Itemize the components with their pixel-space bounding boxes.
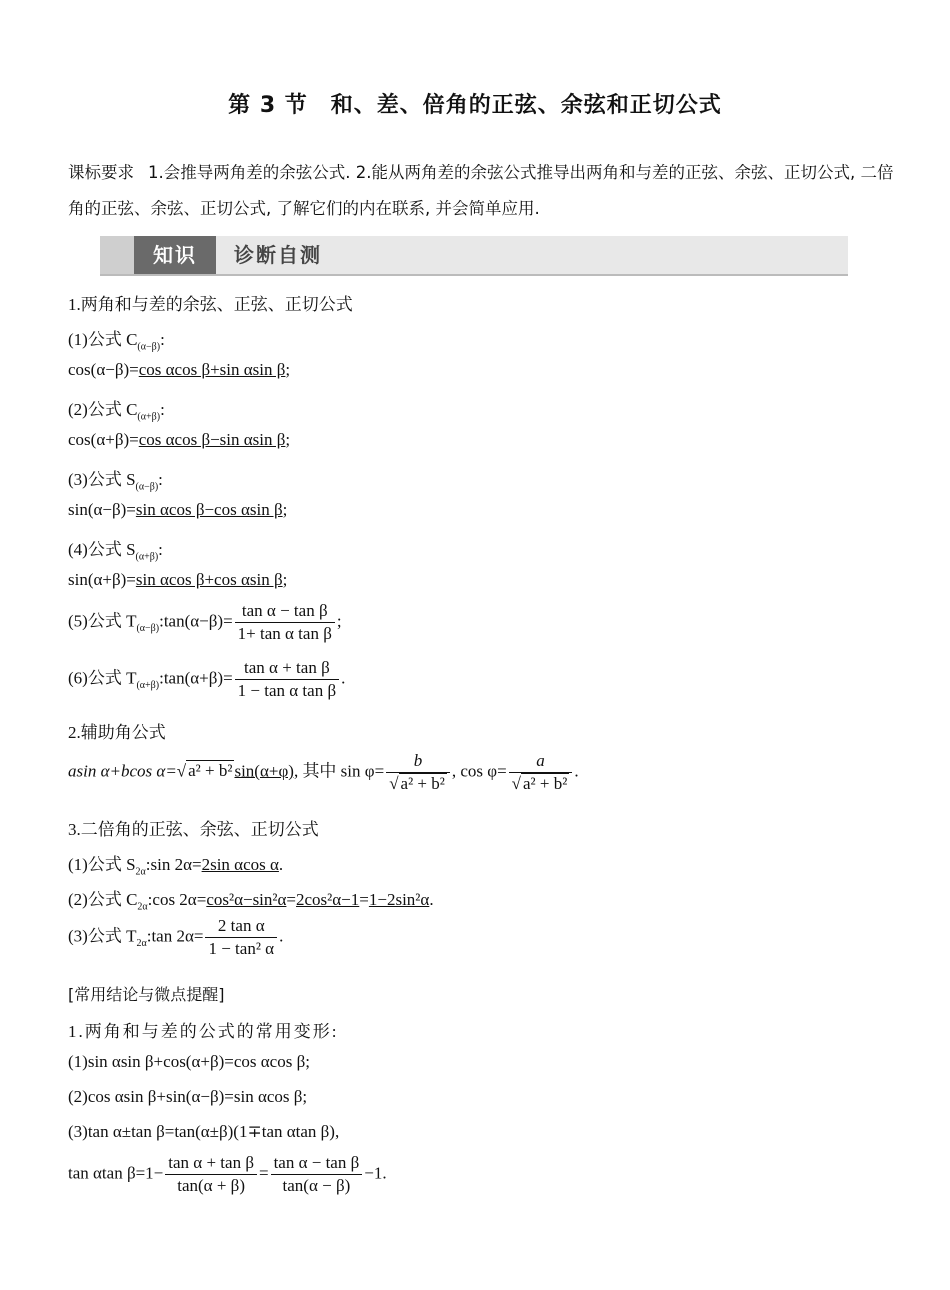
formula-c-minus: cos(α−β)=cos αcos β+sin αsin β; bbox=[68, 360, 291, 379]
formula-c-minus-label: (1)公式 $C_{(\alpha-\beta)}$: bbox=[68, 330, 165, 353]
note-line-4: tan αtan β=1− $\frac{\text{tan α + tan β}}{\tan(\alpha + \beta)}$ = $\frac{\text{tan α − tan β}}{\tan(\alpha - \beta)}$ −1. bbox=[68, 1153, 387, 1195]
requirement-text: 1.会推导两角差的余弦公式. 2.能从两角差的余弦公式推导出两角和与差的正弦、余弦、正切公式, 二倍角的正弦、余弦、正切公式, 了解它们的内在联系, 并会简单应用. bbox=[68, 163, 894, 218]
note-line-3: (3)tan α±tan β=tan(α±β)(1∓tan αtan β), bbox=[68, 1122, 340, 1141]
formula-c-plus-label: (2)公式 $C_{(\alpha+\beta)}$: bbox=[68, 400, 165, 423]
note-line-2: (2)cos αsin β+sin(α−β)=sin αcos β; bbox=[68, 1087, 308, 1106]
formula-s-plus-label: (4)公式 $S_{(\alpha+\beta)}$: bbox=[68, 540, 163, 563]
course-requirement bbox=[68, 155, 898, 227]
formula-s-minus-label: (3)公式 $S_{(\alpha-\beta)}$: bbox=[68, 470, 163, 493]
page-title: 第 3 节 和、差、倍角的正弦、余弦和正切公式 bbox=[228, 93, 722, 118]
sec3-heading: 3.二倍角的正弦、余弦、正切公式 bbox=[68, 820, 319, 839]
note-line-1: (1)sin αsin β+cos(α+β)=cos αcos β; bbox=[68, 1052, 310, 1071]
auxiliary-angle-formula: asin α+bcos α=√ a² + b² sin(α+φ), 其中 sin φ= $\frac{b}{\text{√ a² + b²}}$ , cos φ= $\frac{a}{\text{√ a² + b²}}$ . bbox=[68, 751, 579, 793]
banner-strip bbox=[100, 236, 134, 274]
formula-c-plus: cos(α+β)=cos αcos β−sin αsin β; bbox=[68, 430, 291, 449]
formula-s-minus: sin(α−β)=sin αcos β−cos αsin β; bbox=[68, 500, 288, 519]
formula-t-minus: (5)公式 $T_{(\alpha-\beta)}:\tan(\alpha-\beta)=$ $\frac{\text{tan α − tan β}}{\text{1+ tan α tan β}}$ ; bbox=[68, 601, 342, 643]
formula-t2: (3)公式 $T_{2\alpha}:\tan$ 2α= $\frac{\text{2 tan α}}{\text{1 − tan² α}}$ . bbox=[68, 916, 284, 958]
formula-s2: (1)公式 $S_{2\alpha}:\sin$ 2α=2sin αcos α. bbox=[68, 855, 284, 878]
banner-label-diagnosis: 诊断自测 bbox=[234, 243, 322, 267]
banner-label-knowledge: 知识 bbox=[134, 236, 216, 274]
notes-subheading: 1.两角和与差的公式的常用变形: bbox=[68, 1022, 339, 1041]
formula-t-plus: (6)公式 $T_{(\alpha+\beta)}:\tan(\alpha+\beta)=$ $\frac{\text{tan α + tan β}}{\text{1 − tan α tan β}}$ . bbox=[68, 658, 346, 700]
sec2-heading: 2.辅助角公式 bbox=[68, 723, 166, 742]
requirement-label: 课标要求 bbox=[68, 163, 134, 182]
section-banner bbox=[100, 236, 848, 276]
formula-s-plus: sin(α+β)=sin αcos β+cos αsin β; bbox=[68, 570, 288, 589]
sec1-heading: 1.两角和与差的余弦、正弦、正切公式 bbox=[68, 295, 353, 314]
formula-c2: (2)公式 $C_{2\alpha}:\cos$ 2α=cos²α−sin²α=2cos²α−1=1−2sin²α. bbox=[68, 890, 434, 913]
notes-heading: [常用结论与微点提醒] bbox=[68, 985, 225, 1004]
